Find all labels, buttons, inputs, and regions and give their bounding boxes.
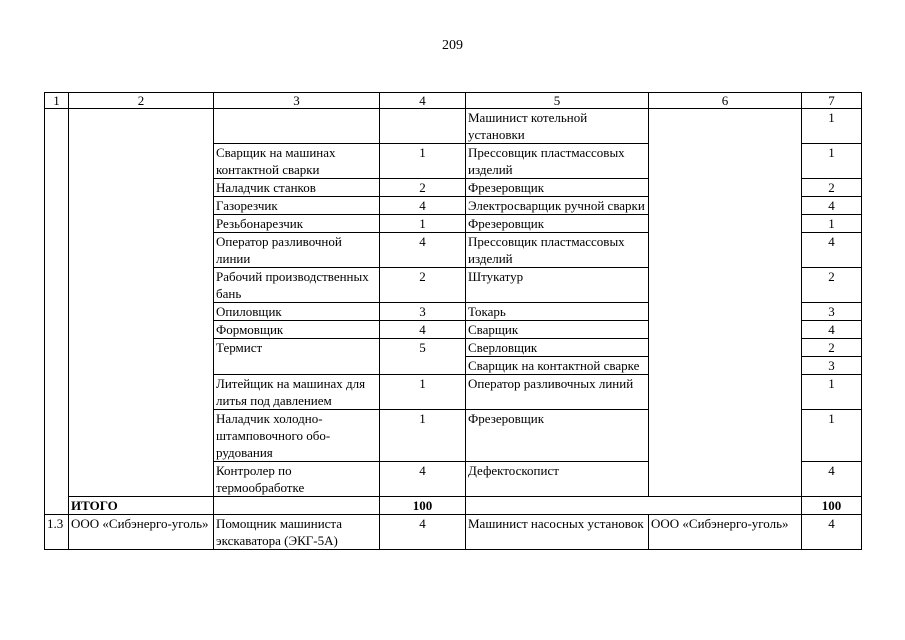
header-cell: 5: [466, 93, 649, 109]
cell-profession-to: Фрезеровщик: [466, 410, 649, 462]
total-label: ИТОГО: [69, 497, 214, 515]
cell-organization-to: ООО «Сибэнерго-уголь»: [649, 515, 802, 550]
cell-profession-to: Машинист котельной установки: [466, 109, 649, 144]
cell-col6-blank: [649, 109, 802, 497]
page-number: 209: [442, 38, 463, 53]
cell-count-from: 3: [380, 303, 466, 321]
cell-count-to: 2: [802, 179, 862, 197]
cell-profession-to: Сверловщик: [466, 339, 649, 357]
cell-profession-from: Резьбонарезчик: [214, 215, 380, 233]
cell-count-from: 1: [380, 410, 466, 462]
cell-count-to: 1: [802, 375, 862, 410]
cell-profession-to: Фрезеровщик: [466, 215, 649, 233]
cell-count-to: 1: [802, 109, 862, 144]
header-cell: 3: [214, 93, 380, 109]
total-blank: [214, 497, 380, 515]
cell-count-to: 4: [802, 321, 862, 339]
cell-count-from: 4: [380, 321, 466, 339]
cell-col1-blank: [45, 109, 69, 515]
cell-profession-from: Опиловщик: [214, 303, 380, 321]
cell-count-from: 2: [380, 179, 466, 197]
cell-profession-to: Прессовщик пластмассовых изделий: [466, 144, 649, 179]
cell-profession-to: Электросварщик ручной сварки: [466, 197, 649, 215]
cell-profession-from: Сварщик на машинах контактной сварки: [214, 144, 380, 179]
header-cell: 4: [380, 93, 466, 109]
cell-count-to: 4: [802, 197, 862, 215]
total-row: [45, 497, 862, 515]
total-count-to: 100: [802, 497, 862, 515]
cell-profession-from: Термист: [214, 339, 380, 375]
cell-count-to: 4: [802, 515, 862, 550]
cell-count-from: 4: [380, 233, 466, 268]
cell-profession-to: Дефектоскопист: [466, 462, 649, 497]
cell-profession-to: Машинист насосных установок: [466, 515, 649, 550]
cell-count-to: 2: [802, 339, 862, 357]
table-row: [45, 109, 862, 144]
cell-count-to: 3: [802, 357, 862, 375]
cell-count-to: 3: [802, 303, 862, 321]
cell-count-from: [380, 109, 466, 144]
cell-profession-from: Наладчик холодно-штамповочного обо-рудования: [214, 410, 380, 462]
cell-profession-to: Фрезеровщик: [466, 179, 649, 197]
cell-profession-from: Рабочий производственных бань: [214, 268, 380, 303]
cell-count-from: 4: [380, 197, 466, 215]
cell-count-from: 2: [380, 268, 466, 303]
cell-profession-from: [214, 109, 380, 144]
cell-organization-from: ООО «Сибэнерго-уголь»: [69, 515, 214, 550]
total-count-from: 100: [380, 497, 466, 515]
cell-count-from: 4: [380, 515, 466, 550]
cell-section-number: 1.3: [45, 515, 69, 550]
cell-count-to: 4: [802, 233, 862, 268]
header-cell: 2: [69, 93, 214, 109]
cell-count-from: 5: [380, 339, 466, 375]
cell-count-from: 1: [380, 215, 466, 233]
cell-count-to: 1: [802, 215, 862, 233]
cell-count-from: 1: [380, 144, 466, 179]
cell-profession-from: Формовщик: [214, 321, 380, 339]
cell-count-to: 1: [802, 410, 862, 462]
cell-profession-to: Токарь: [466, 303, 649, 321]
cell-count-to: 2: [802, 268, 862, 303]
table-row: [45, 515, 862, 550]
cell-profession-to: Сварщик на контактной сварке: [466, 357, 649, 375]
cell-profession-from: Помощник машиниста экскаватора (ЭКГ-5А): [214, 515, 380, 550]
cell-count-to: 1: [802, 144, 862, 179]
cell-col2-blank: [69, 109, 214, 497]
cell-profession-to: Сварщик: [466, 321, 649, 339]
cell-count-from: 4: [380, 462, 466, 497]
cell-profession-to: Оператор разливочных линий: [466, 375, 649, 410]
cell-count-from: 1: [380, 375, 466, 410]
cell-profession-from: Оператор разливочной линии: [214, 233, 380, 268]
header-cell: 1: [45, 93, 69, 109]
cell-profession-from: Контролер по термообработке: [214, 462, 380, 497]
cell-profession-from: Газорезчик: [214, 197, 380, 215]
cell-profession-from: Наладчик станков: [214, 179, 380, 197]
header-cell: 7: [802, 93, 862, 109]
total-blank: [466, 497, 802, 515]
header-cell: 6: [649, 93, 802, 109]
workers-table: [44, 92, 862, 550]
cell-profession-to: Прессовщик пластмассовых изделий: [466, 233, 649, 268]
cell-count-to: 4: [802, 462, 862, 497]
header-row: [45, 93, 862, 109]
cell-profession-from: Литейщик на машинах для литья под давлением: [214, 375, 380, 410]
cell-profession-to: Штукатур: [466, 268, 649, 303]
